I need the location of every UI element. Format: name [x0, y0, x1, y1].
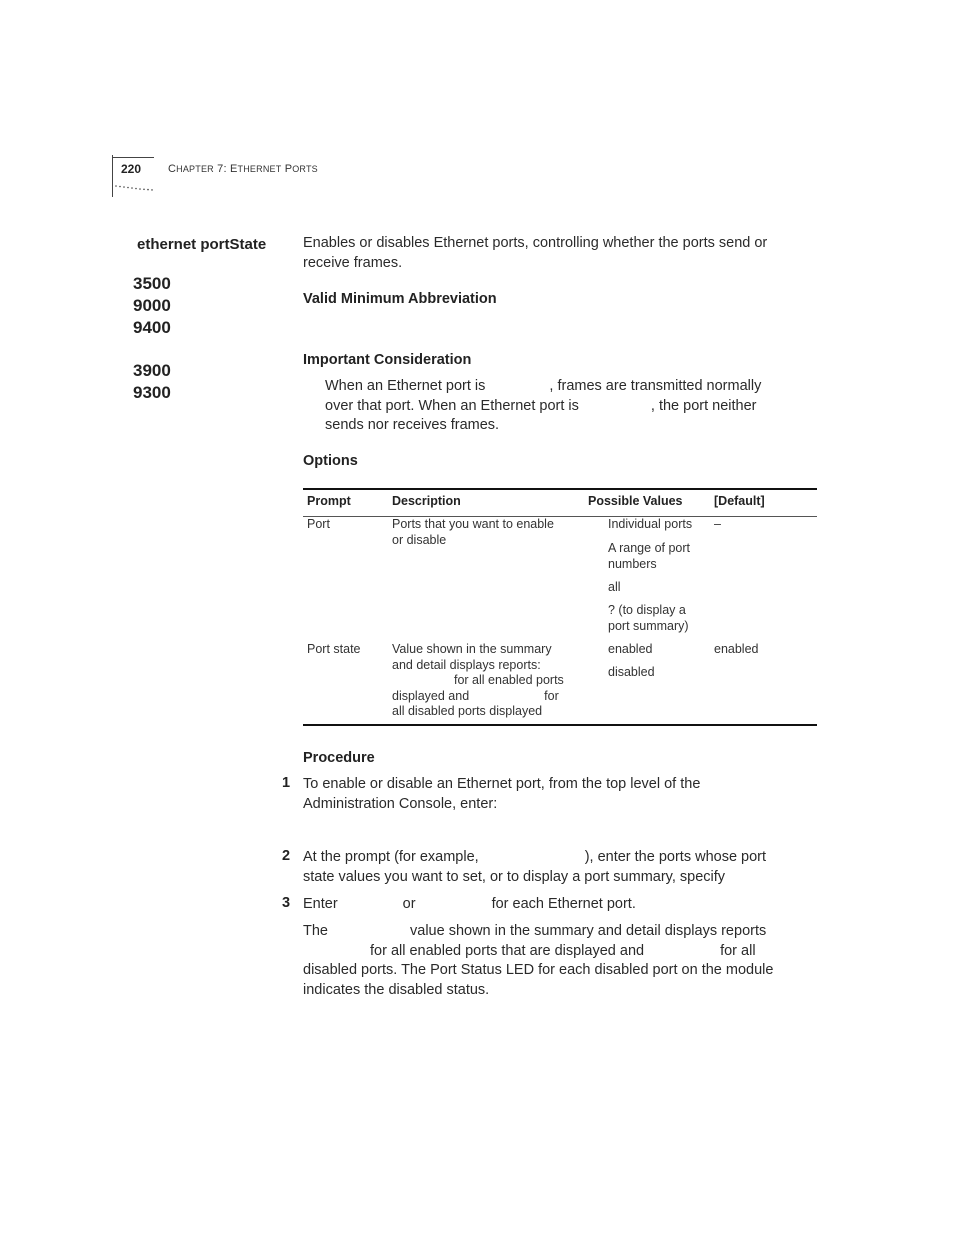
col-header-default: [Default]: [714, 494, 765, 508]
table-top-rule: [303, 488, 817, 490]
platform-label: 9300: [133, 383, 171, 402]
cell-value: enabled: [608, 642, 653, 656]
cell-description: Value shown in the summary and detail displays reports: for all enabled ports displayed and for all disabled ports displayed: [392, 642, 564, 718]
col-header-values: Possible Values: [588, 494, 683, 508]
step-number: 1: [282, 775, 291, 791]
cell-default: –: [714, 517, 721, 531]
cell-value: all: [608, 580, 621, 594]
header-rule-vertical: [112, 155, 113, 197]
cell-prompt: Port state: [307, 642, 361, 656]
procedure-heading: Procedure: [303, 750, 375, 766]
options-heading: Options: [303, 453, 358, 469]
platform-list-1: [133, 273, 171, 339]
cell-description: Ports that you want to enable or disable: [392, 517, 554, 547]
step-3-text: Enter or for each Ethernet port.: [303, 896, 636, 912]
running-head: CHAPTER 7: ETHERNET PORTS: [168, 163, 318, 175]
cell-value: ? (to display a port summary): [608, 603, 689, 633]
intro-line: Enables or disables Ethernet ports, controlling whether the ports send or: [303, 235, 768, 251]
valid-min-abbrev-heading: Valid Minimum Abbreviation: [303, 291, 497, 307]
cell-prompt: Port: [307, 517, 330, 531]
platform-label: 9000: [133, 296, 171, 315]
cell-value: Individual ports: [608, 517, 693, 531]
col-header-prompt: Prompt: [307, 494, 351, 508]
col-header-description: Description: [392, 494, 461, 508]
intro-line: receive frames.: [303, 254, 403, 271]
intro-paragraph: [303, 234, 767, 273]
important-line: When an Ethernet port is , frames are transmitted normally: [325, 378, 762, 394]
important-line: sends nor receives frames.: [325, 417, 500, 433]
step-2-text: At the prompt (for example, ), enter the ports whose port state values you want to set, or to display a port summary, specify: [303, 849, 767, 885]
step-1-text: To enable or disable an Ethernet port, from the top level of the Administration Console, enter:: [303, 776, 701, 812]
cell-value: disabled: [608, 665, 655, 679]
important-heading: Important Consideration: [303, 352, 472, 368]
platform-list-2: [133, 360, 171, 404]
table-bottom-rule: [303, 724, 817, 726]
header-dots-ornament: [114, 185, 156, 191]
cell-value: A range of port numbers: [608, 541, 691, 571]
closing-paragraph: The value shown in the summary and detail displays reports for all enabled ports that are displayed and for all disabled ports. The Port Status LED for each disabled port on the module indicates the disabled status.: [303, 923, 774, 998]
step-number: 3: [282, 895, 291, 911]
platform-label: 9400: [133, 318, 171, 337]
header-rule-horizontal: [112, 157, 154, 158]
command-title: ethernet portState: [137, 236, 267, 253]
platform-label: 3500: [133, 274, 171, 293]
cell-default: enabled: [714, 642, 759, 656]
platform-label: 3900: [133, 361, 171, 380]
important-line: over that port. When an Ethernet port is , the port neither: [325, 397, 757, 414]
step-number: 2: [282, 848, 291, 864]
important-paragraph: [325, 377, 815, 436]
page-number: 220: [121, 162, 142, 176]
